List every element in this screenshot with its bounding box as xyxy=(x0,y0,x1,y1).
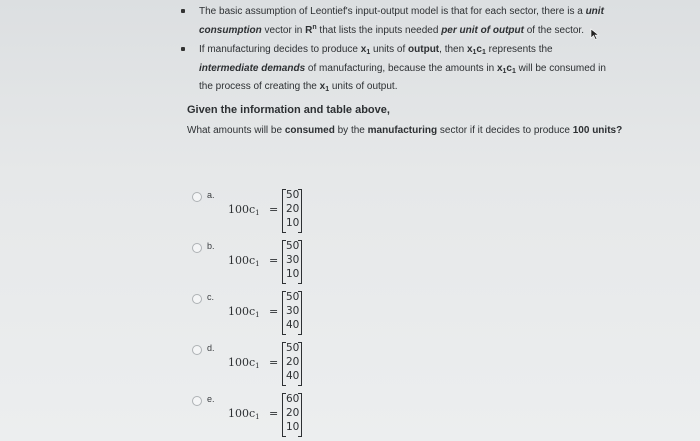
vector-entry: 40 xyxy=(286,370,300,382)
right-bracket xyxy=(298,291,302,335)
radio-button[interactable] xyxy=(192,192,202,202)
right-bracket xyxy=(298,240,302,284)
option-lhs: $100c_1$ xyxy=(228,407,260,421)
vector-entry: 50 xyxy=(286,291,300,303)
vector-entry: 30 xyxy=(286,254,300,266)
equals-sign: = xyxy=(269,407,279,420)
bullet-intermediate-demands xyxy=(172,42,612,98)
vector-entry: 10 xyxy=(286,217,300,229)
option-letter: a. xyxy=(207,190,215,200)
option-letter: b. xyxy=(207,241,215,251)
option-lhs: $100c_1$ xyxy=(228,305,260,319)
right-bracket xyxy=(298,342,302,386)
equals-sign: = xyxy=(269,305,279,318)
radio-button[interactable] xyxy=(192,243,202,253)
radio-button[interactable] xyxy=(192,294,202,304)
vector-entry: 40 xyxy=(286,319,300,331)
mouse-cursor-icon xyxy=(590,28,600,40)
vector-entry: 20 xyxy=(286,203,300,215)
bullet-dot xyxy=(181,47,185,51)
equals-sign: = xyxy=(269,254,279,267)
bullet-unit-consumption xyxy=(172,4,612,38)
vector-entry: 50 xyxy=(286,189,300,201)
vector-entry: 30 xyxy=(286,305,300,317)
vector-entry: 20 xyxy=(286,407,300,419)
column-vector xyxy=(282,188,302,232)
option-d[interactable] xyxy=(192,341,392,387)
equals-sign: = xyxy=(269,203,279,216)
right-bracket xyxy=(298,393,302,437)
vector-entry: 50 xyxy=(286,240,300,252)
bullet-text: If manufacturing decides to produce $x_1$ units of output, then $x_1c_1$ represents the intermediate demands of manufacturing, because the amounts in $x_1c_1$ will be consumed in the process of creating the $x_1$ units of output. xyxy=(199,44,609,93)
column-vector xyxy=(282,290,302,334)
question-text: What amounts will be consumed by the manufacturing sector if it decides to produce 100 units? xyxy=(187,125,623,136)
option-letter: e. xyxy=(207,394,215,404)
bullet-text: The basic assumption of Leontief's input-output model is that for each sector, there is a unit consumption vector in $R^n$ that lists the inputs needed per unit of output of the sector. xyxy=(199,6,607,36)
radio-button[interactable] xyxy=(192,396,202,406)
radio-button[interactable] xyxy=(192,345,202,355)
option-c[interactable] xyxy=(192,290,392,336)
option-b[interactable] xyxy=(192,239,392,285)
given-heading: Given the information and table above, xyxy=(187,104,390,116)
bullet-dot xyxy=(181,9,185,13)
vector-entry: 20 xyxy=(286,356,300,368)
option-e[interactable] xyxy=(192,392,392,438)
option-a[interactable] xyxy=(192,188,392,234)
vector-entry: 50 xyxy=(286,342,300,354)
option-lhs: $100c_1$ xyxy=(228,356,260,370)
option-letter: c. xyxy=(207,292,215,302)
vector-entry: 60 xyxy=(286,393,300,405)
column-vector xyxy=(282,341,302,385)
assumption-bullets xyxy=(172,4,612,98)
column-vector xyxy=(282,392,302,436)
option-lhs: $100c_1$ xyxy=(228,203,260,217)
vector-entry: 10 xyxy=(286,268,300,280)
column-vector xyxy=(282,239,302,283)
vector-entry: 10 xyxy=(286,421,300,433)
equals-sign: = xyxy=(269,356,279,369)
option-lhs: $100c_1$ xyxy=(228,254,260,268)
right-bracket xyxy=(298,189,302,233)
option-letter: d. xyxy=(207,343,215,353)
